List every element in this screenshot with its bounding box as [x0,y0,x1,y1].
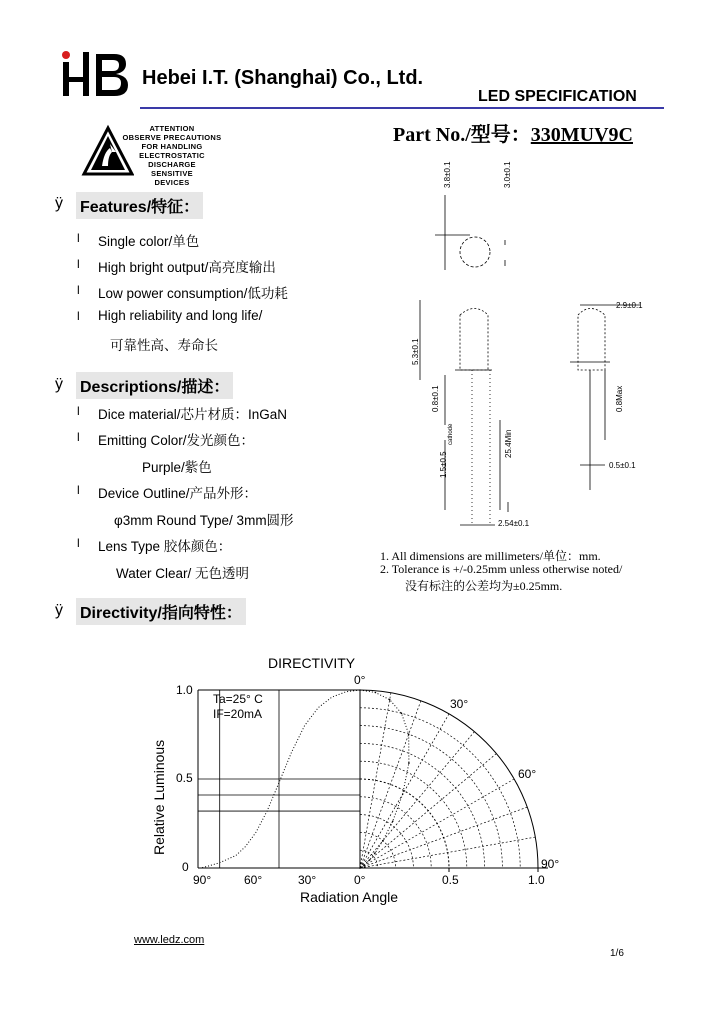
item-marker: l [77,536,80,550]
description-value: Water Clear/ 无色透明 [116,566,250,581]
attention-line: ELECTROSTATIC [139,151,205,160]
angle-label-90: 90° [541,857,560,871]
attention-line: OBSERVE PRECAUTIONS [122,133,222,142]
angle-label-60: 60° [518,767,537,781]
led-body-front [578,309,605,371]
directivity-heading: Directivity/指向特性： [76,598,246,625]
dim-label: 5.3±0.1 [411,338,420,365]
document-type: LED SPECIFICATION [478,88,637,105]
item-marker: l [77,309,80,323]
curve-point [359,867,361,869]
header-divider [140,107,664,109]
attention-line: SENSITIVE [151,169,193,178]
y-tick: 0 [182,860,189,874]
curve-point [369,859,371,861]
y-axis-label: Relative Luminous [151,739,167,855]
part-number-heading [393,118,633,147]
dim-label: 1.5±0.5 [439,451,448,478]
company-logo [60,50,130,98]
radial-gridline [360,714,449,868]
section-marker: ÿ [55,602,63,619]
x-tick-angle: 0° [354,873,366,887]
directivity-curve-polar [360,690,409,868]
curve-point [389,699,391,701]
feature-item: High bright output/高亮度输出 [98,260,276,275]
y-tick: 0.5 [176,771,193,785]
company-name: Hebei I.T. (Shanghai) Co., Ltd. [142,67,424,89]
angle-label-30: 30° [450,697,469,711]
attention-line: ATTENTION [149,124,195,133]
x-tick-value: 0.5 [442,873,459,887]
item-marker: l [77,404,80,418]
note-2: 2. Tolerance is +/-0.25mm unless otherwise noted/ [380,562,623,576]
angle-label-0: 0° [354,673,366,687]
attention-line: FOR HANDLING [141,142,203,151]
description-item: Device Outline/产品外形： [98,486,258,501]
feature-item: Single color/单色 [98,234,200,249]
x-tick-angle: 60° [244,873,263,887]
part-number: 330MUV9C [530,124,633,146]
radius-arc [360,815,413,868]
dim-label: 3.8±0.1 [443,161,452,188]
page-number: 1/6 [610,948,624,959]
curve-point [375,692,377,694]
curve-point [361,867,363,869]
description-value: Purple/紫色 [142,460,212,475]
item-marker: l [77,483,80,497]
dim-label: 3.0±0.1 [503,161,512,188]
note-1: 1. All dimensions are millimeters/单位：mm. [380,549,601,563]
radial-gridline [360,807,527,868]
section-marker: ÿ [55,195,63,212]
x-tick-angle: 30° [298,873,317,887]
feature-item-continued: 可靠性高、寿命长 [110,338,218,353]
attention-line: DISCHARGE [148,160,196,169]
part-label: Part No./型号： [393,124,531,146]
dim-label: 0.5±0.1 [609,461,636,470]
curve-point [408,762,410,764]
description-item: Dice material/芯片材质：InGaN [98,407,288,422]
curve-point [392,821,394,823]
led-body-side [460,309,488,371]
outline-drawing [400,150,670,535]
features-heading: Features/特征： [76,192,203,219]
descriptions-heading: Descriptions/描述： [76,372,233,399]
condition-temperature: Ta=25° C [213,692,263,706]
dim-label: 2.54±0.1 [498,519,530,528]
curve-point [401,713,403,715]
description-item: Emitting Color/发光颜色： [98,433,255,448]
item-marker: l [77,231,80,245]
radius-arc [360,743,485,868]
curve-point [408,733,410,735]
curve-point [402,793,404,795]
note-2-continued: 没有标注的公差均为±0.25mm. [405,579,563,593]
curve-point [364,865,366,867]
x-tick-value: 1.0 [528,873,545,887]
website-link[interactable]: www.ledz.com [134,934,205,946]
curve-point [359,689,361,691]
curve-point [374,852,376,854]
radial-gridline [360,693,391,868]
attention-text [118,124,226,187]
feature-item: Low power consumption/低功耗 [98,286,288,301]
radius-arc [360,832,396,868]
radial-gridline [360,779,514,868]
dim-label: 25.4Min [504,429,513,458]
feature-item: High reliability and long life/ [98,308,263,323]
x-tick-angle: 90° [193,873,212,887]
radial-gridline [360,837,535,868]
dim-label: 0.8Max [615,385,624,412]
item-marker: l [77,257,80,271]
chart-title: DIRECTIVITY [268,655,356,671]
radius-arc [360,708,520,868]
condition-current: IF=20mA [213,707,263,721]
top-view-circle [460,237,490,267]
radius-arc [360,726,502,868]
y-tick: 1.0 [176,683,193,697]
attention-line: DEVICES [154,178,190,187]
curve-point [382,840,384,842]
cathode-label: cathode [448,423,454,445]
item-marker: l [77,430,80,444]
description-value: φ3mm Round Type/ 3mm圆形 [114,513,294,528]
description-item: Lens Type 胶体颜色： [98,539,232,554]
item-marker: l [77,283,80,297]
dim-label: 0.8±0.1 [431,385,440,412]
section-marker: ÿ [55,376,63,393]
dim-label: 2.9±0.1 [616,301,643,310]
x-axis-label: Radiation Angle [300,889,399,905]
directivity-chart [140,650,580,915]
